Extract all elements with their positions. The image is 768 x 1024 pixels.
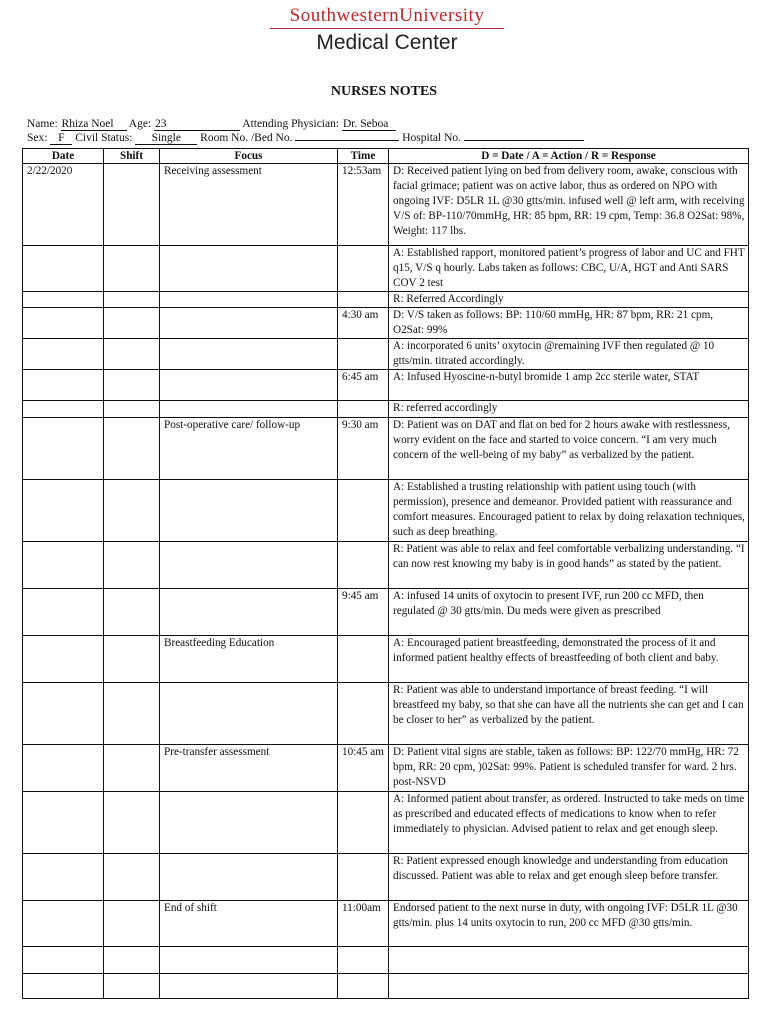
notes-body <box>23 164 749 999</box>
physician-label: Attending Physician: <box>242 118 340 130</box>
cell-response: R: Referred Accordingly <box>389 292 749 308</box>
cell-shift <box>104 901 160 947</box>
table-row <box>23 589 749 636</box>
cell-shift <box>104 418 160 480</box>
logo-medical-center: Medical Center <box>316 31 458 54</box>
cell-focus: Receiving assessment <box>160 164 338 246</box>
cell-shift <box>104 636 160 683</box>
cell-date <box>23 589 104 636</box>
cell-time <box>338 401 389 418</box>
cell-date <box>23 292 104 308</box>
cell-focus <box>160 947 338 974</box>
cell-response: D: Patient was on DAT and flat on bed for 2 hours awake with restlessness, worry evident on the face and started to voice concern. “I am very much concern of the well-being of my baby” as verbalized by the patient. <box>389 418 749 480</box>
cell-time: 9:45 am <box>338 589 389 636</box>
cell-response <box>389 947 749 974</box>
university-logo <box>262 6 512 55</box>
patient-name: Rhiza Noel <box>61 118 127 131</box>
cell-date: 2/22/2020 <box>23 164 104 246</box>
cell-response: Endorsed patient to the next nurse in duty, with ongoing IVF: D5LR 1L @30 gtts/min. plus 14 units oxytocin to run, 200 cc MFD @30 gtts/min. <box>389 901 749 947</box>
table-row <box>23 418 749 480</box>
cell-response: R: Patient expressed enough knowledge and understanding from education discussed. Patient was able to relax and get enough sleep before transfer. <box>389 854 749 901</box>
cell-shift <box>104 745 160 792</box>
cell-focus <box>160 370 338 401</box>
table-row <box>23 636 749 683</box>
table-row <box>23 370 749 401</box>
cell-date <box>23 792 104 854</box>
age-label: Age: <box>128 118 152 130</box>
cell-date <box>23 636 104 683</box>
cell-date <box>23 480 104 542</box>
cell-response: A: incorporated 6 units’ oxytocin @remaining IVF then regulated @ 10 gtts/min. titrated accordingly. <box>389 339 749 370</box>
cell-time <box>338 974 389 999</box>
room-bed-field <box>295 140 399 141</box>
cell-date <box>23 370 104 401</box>
cell-focus: Post-operative care/ follow-up <box>160 418 338 480</box>
cell-focus <box>160 480 338 542</box>
cell-shift <box>104 401 160 418</box>
cell-date <box>23 947 104 974</box>
sex-label: Sex: <box>27 132 48 144</box>
cell-response: A: Established rapport, monitored patient’s progress of labor and UC and FHT q15, V/S q hourly. Labs taken as follows: CBC, U/A, HGT and Anti SARS COV 2 test <box>389 246 749 292</box>
civil-status-label: Civil Status: <box>75 132 133 144</box>
cell-shift <box>104 292 160 308</box>
cell-date <box>23 308 104 339</box>
cell-focus: Breastfeeding Education <box>160 636 338 683</box>
cell-focus <box>160 542 338 589</box>
table-row <box>23 164 749 246</box>
table-row <box>23 901 749 947</box>
cell-response: A: Established a trusting relationship with patient using touch (with permission), presence and demeanor. Provided patient with reassurance and comfort measures. Encouraged patient to relax by doing relaxation techniques, such as deep breathing. <box>389 480 749 542</box>
patient-info-line-1 <box>27 118 396 131</box>
cell-date <box>23 745 104 792</box>
cell-focus: End of shift <box>160 901 338 947</box>
table-row <box>23 745 749 792</box>
hospital-no-label: Hospital No. <box>402 132 462 144</box>
table-row <box>23 854 749 901</box>
cell-time: 9:30 am <box>338 418 389 480</box>
cell-date <box>23 246 104 292</box>
cell-shift <box>104 480 160 542</box>
cell-focus <box>160 854 338 901</box>
cell-focus <box>160 589 338 636</box>
cell-shift <box>104 339 160 370</box>
cell-shift <box>104 947 160 974</box>
cell-date <box>23 418 104 480</box>
room-bed-label: Room No. /Bed No. <box>200 132 293 144</box>
cell-date <box>23 974 104 999</box>
cell-time <box>338 792 389 854</box>
table-row <box>23 683 749 745</box>
table-row <box>23 792 749 854</box>
cell-shift <box>104 370 160 401</box>
cell-response: A: infused 14 units of oxytocin to present IVF, run 200 cc MFD, then regulated @ 30 gtts/min. Du meds were given as prescribed <box>389 589 749 636</box>
patient-info-line-2 <box>27 132 584 145</box>
cell-focus <box>160 792 338 854</box>
header-focus: Focus <box>160 149 338 164</box>
cell-focus <box>160 292 338 308</box>
cell-time <box>338 636 389 683</box>
cell-date <box>23 901 104 947</box>
cell-time <box>338 339 389 370</box>
patient-sex: F <box>50 132 72 145</box>
cell-response: A: Infused Hyoscine-n-butyl bromide 1 amp 2cc sterile water, STAT <box>389 370 749 401</box>
nurses-notes-table <box>22 148 749 999</box>
cell-shift <box>104 589 160 636</box>
name-label: Name: <box>27 118 58 130</box>
table-row <box>23 292 749 308</box>
cell-response: A: Encouraged patient breastfeeding, demonstrated the process of it and informed patient healthy effects of breastfeeding of both client and baby. <box>389 636 749 683</box>
hospital-no-field <box>464 140 584 141</box>
cell-shift <box>104 308 160 339</box>
cell-response <box>389 974 749 999</box>
cell-time: 12:53am <box>338 164 389 246</box>
cell-response: R: referred accordingly <box>389 401 749 418</box>
cell-shift <box>104 683 160 745</box>
cell-focus <box>160 246 338 292</box>
header-shift: Shift <box>104 149 160 164</box>
table-row <box>23 542 749 589</box>
cell-time: 10:45 am <box>338 745 389 792</box>
cell-response: R: Patient was able to understand importance of breast feeding. “I will breastfeed my baby, so that she can have all the nutrients she can get and I can be closer to her” as verbalized by the patient. <box>389 683 749 745</box>
cell-focus <box>160 339 338 370</box>
cell-time <box>338 683 389 745</box>
cell-date <box>23 542 104 589</box>
cell-focus <box>160 683 338 745</box>
cell-focus <box>160 308 338 339</box>
cell-date <box>23 854 104 901</box>
civil-status: Single <box>135 132 197 145</box>
patient-age: 23 <box>154 118 240 131</box>
cell-time <box>338 480 389 542</box>
document-title: NURSES NOTES <box>330 84 438 99</box>
table-row <box>23 246 749 292</box>
cell-response: D: Patient vital signs are stable, taken as follows: BP: 122/70 mmHg, HR: 72 bpm, RR: 20 cpm, )02Sat: 99%. Patient is scheduled transfer for ward. 2 hrs. post-NSVD <box>389 745 749 792</box>
cell-focus <box>160 974 338 999</box>
table-row <box>23 339 749 370</box>
table-row <box>23 947 749 974</box>
cell-focus <box>160 401 338 418</box>
cell-time <box>338 542 389 589</box>
cell-time: 4:30 am <box>338 308 389 339</box>
cell-time: 6:45 am <box>338 370 389 401</box>
cell-shift <box>104 792 160 854</box>
cell-shift <box>104 246 160 292</box>
cell-response: R: Patient was able to relax and feel comfortable verbalizing understanding. “I can now rest knowing my baby is in good hands” as stated by the patient. <box>389 542 749 589</box>
table-row <box>23 480 749 542</box>
logo-divider <box>270 28 504 29</box>
cell-response: D: Received patient lying on bed from delivery room, awake, conscious with facial grimace; patient was on active labor, thus as ordered on NPO with ongoing IVF: D5LR 1L @30 gtts/min. infused well @ left arm, with receiving V/S of: BP-110/70mmHg, HR: 85 bpm, RR: 19 cpm, Temp: 36.8 O2Sat: 98%, Weight: 117 lbs. <box>389 164 749 246</box>
table-row <box>23 974 749 999</box>
logo-university-name: SouthwesternUniversity <box>289 5 485 26</box>
cell-date <box>23 683 104 745</box>
header-response: D = Date / A = Action / R = Response <box>389 149 749 164</box>
table-row <box>23 308 749 339</box>
cell-time: 11:00am <box>338 901 389 947</box>
cell-time <box>338 854 389 901</box>
table-header-row <box>23 149 749 164</box>
cell-shift <box>104 542 160 589</box>
cell-date <box>23 401 104 418</box>
cell-focus: Pre-transfer assessment <box>160 745 338 792</box>
cell-shift <box>104 974 160 999</box>
cell-shift <box>104 164 160 246</box>
header-time: Time <box>338 149 389 164</box>
cell-time <box>338 246 389 292</box>
cell-date <box>23 339 104 370</box>
cell-response: D: V/S taken as follows: BP: 110/60 mmHg, HR: 87 bpm, RR: 21 cpm, O2Sat: 99% <box>389 308 749 339</box>
attending-physician: Dr. Seboa <box>342 118 396 131</box>
cell-time <box>338 947 389 974</box>
cell-shift <box>104 854 160 901</box>
cell-response: A: Informed patient about transfer, as ordered. Instructed to take meds on time as prescribed and educated effects of medications to know when to refer immediately to physician. Advised patient to relax and get enough sleep. <box>389 792 749 854</box>
header-date: Date <box>23 149 104 164</box>
cell-time <box>338 292 389 308</box>
table-row <box>23 401 749 418</box>
